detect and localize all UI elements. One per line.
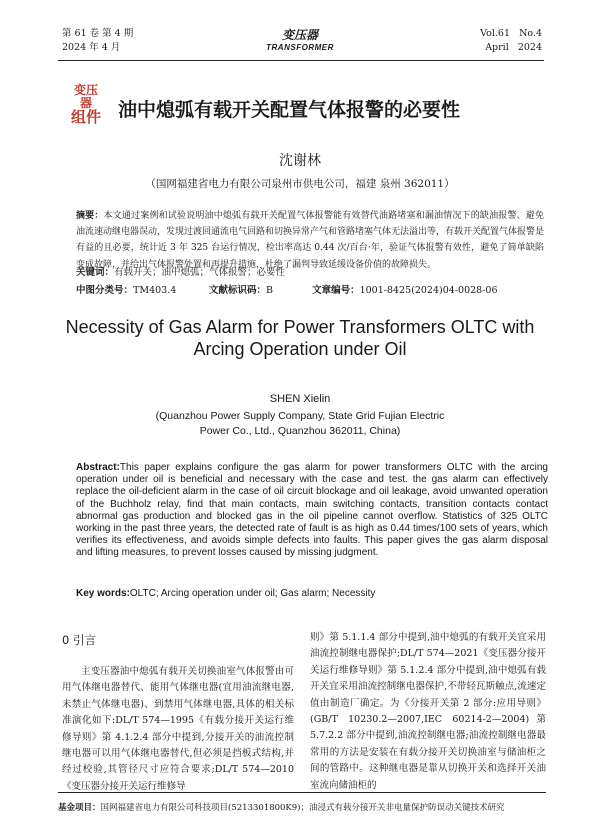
article-title-en: Necessity of Gas Alarm for Power Transformers OLTC with Arcing Operation under Oil	[65, 317, 535, 359]
clc-value: TM403.4	[133, 285, 177, 296]
abstract-cn-text: 本文通过案例和试验说明油中熄弧有载开关配置气体报警能有效替代油路堵塞和漏油情况下的缺油报警、避免油流速动继电器误动，发现过渡回通流电气回路和切换异常产气和管路堵塞气体无法溢出等，有载开关配置气体报警是有益的且必要，统计近 3 年 325 台运行情况，检出率高达 0.44 次/百台·年，验证气体报警有效性，避免了简单缺陷变成故障，并给出气体报警处置和再提升措施，杜绝了漏判导致延缓设备价值的故障损失。	[76, 211, 545, 270]
logo-line2: 器	[79, 96, 92, 110]
abstract-cn-label: 摘要：	[76, 211, 104, 221]
keywords-cn-text: 有载开关；油中熄弧；气体报警；必要性	[114, 267, 286, 278]
article-title-cn: 油中熄弧有载开关配置气体报警的必要性	[118, 99, 461, 121]
journal-name-en: TRANSFORMER	[266, 43, 334, 52]
keywords-cn	[76, 264, 285, 278]
funding-footnote	[58, 792, 546, 813]
classification-line	[76, 282, 546, 296]
journal-issue-en	[462, 27, 542, 55]
header-rule	[58, 60, 544, 61]
keywords-en	[76, 588, 375, 599]
body-column-right: 则》第 5.1.1.4 部分中提到,油中熄弧的有载开关宜采用油流控制继电器保护;DL/T 574—2021《变压器分接开关运行维修导则》第 5.1.2.4 部分中提到,油中熄弧有载开关宜采用油流控制继电器保护,不带轻瓦斯触点,流速定值由制造厂确定。为《分接开关第 2 部分:应用导则》(GB/T 10230.2—2007,IEC 60214-2—2004)第 5.7.2.2 部分中提到,油流控制继电器;油流控制继电器最常用的方法是安装在有载分接开关切换油室与储油柜之间的管路中。这种继电器是靠从切换开关和选择开关油室流向储油柜的	[310, 632, 546, 791]
abstract-en-text: This paper explains configure the gas alarm for power transformers OLTC with the arcing operation under oil is beneficial and necessary with the case and test. the gas alarm can effectively replace the oil-deficient alarm in the case of oil circuit blockage and oil leakage, avoid unwanted operation of the Buchholz relay, find that main contacts, main switching contacts, transition contacts contact abnormal gas production and blocked gas in the oil pipeline cannot overflow. Statistics of 325 OLTC working in the past three years, the detected rate of fault is as high as 0.44 times/100 sets of years, which verifies its effectiveness, and avoids simple defects into faults. This paper gives the gas alarm disposal and lifting measures, to prevent losses caused by missing judgment.	[76, 462, 548, 559]
author-cn: 沈谢林	[279, 153, 321, 169]
date-cn: 2024 年 4 月	[62, 42, 121, 53]
section-heading-intro: 0 引言	[62, 633, 96, 647]
column-logo	[62, 84, 110, 142]
funding-label: 基金项目：	[58, 803, 101, 813]
author-en: SHEN Xielin	[269, 393, 331, 405]
body-column-left: 主变压器油中熄弧有载开关切换油室气体报警由可用气体继电器替代、能用气体继电器(宜用油流继电器,未禁止气体继电器)、到禁用气体继电器,具体的相关标准演化如下:DL/T 574—1995《有载分接开关运行维修导则》第 4.1.2.4 部分中提到,分接开关的油流控制继电器可以用气体继电器替代,但必须是挡板式结构,并经过校验,其管径尺寸应符合要求;DL/T 574—2010《变压器分接开关运行维修导	[62, 666, 294, 792]
affiliation-en-line1: (Quanzhou Power Supply Company, State Grid Fujian Electric	[155, 410, 445, 422]
volume-en: Vol.61	[480, 28, 510, 39]
issue-en: No.4	[519, 28, 542, 39]
abstract-en	[76, 462, 548, 560]
journal-name-cn: 变压器	[281, 28, 318, 42]
volume-issue-cn: 第 61 卷 第 4 期	[62, 28, 134, 39]
month-en: April	[485, 42, 509, 53]
article-no-value: 1001-8425(2024)04-0028-06	[359, 285, 498, 296]
year-en: 2024	[517, 42, 542, 53]
doc-code-value: B	[266, 285, 274, 296]
doc-code-label: 文献标识码：	[209, 285, 267, 296]
clc-label: 中图分类号：	[76, 285, 134, 296]
affiliation-en	[0, 409, 600, 439]
abstract-en-label: Abstract:	[76, 462, 120, 473]
affiliation-en-line2: Power Co., Ltd., Quanzhou 362011, China)	[199, 425, 401, 437]
affiliation-cn: （国网福建省电力有限公司泉州市供电公司，福建 泉州 362011）	[145, 178, 455, 190]
funding-text: 国网福建省电力有限公司科技项目(5213301800K9)；油浸式有载分接开关非电量保护防误动关键技术研究	[100, 803, 505, 813]
article-no-label: 文章编号：	[312, 285, 360, 296]
keywords-en-label: Key words:	[76, 588, 130, 599]
keywords-cn-label: 关键词：	[76, 267, 115, 278]
logo-line1: 变压	[73, 83, 98, 97]
keywords-en-text: OLTC; Arcing operation under oil; Gas alarm; Necessity	[129, 588, 376, 599]
logo-line3: 组件	[70, 108, 101, 126]
